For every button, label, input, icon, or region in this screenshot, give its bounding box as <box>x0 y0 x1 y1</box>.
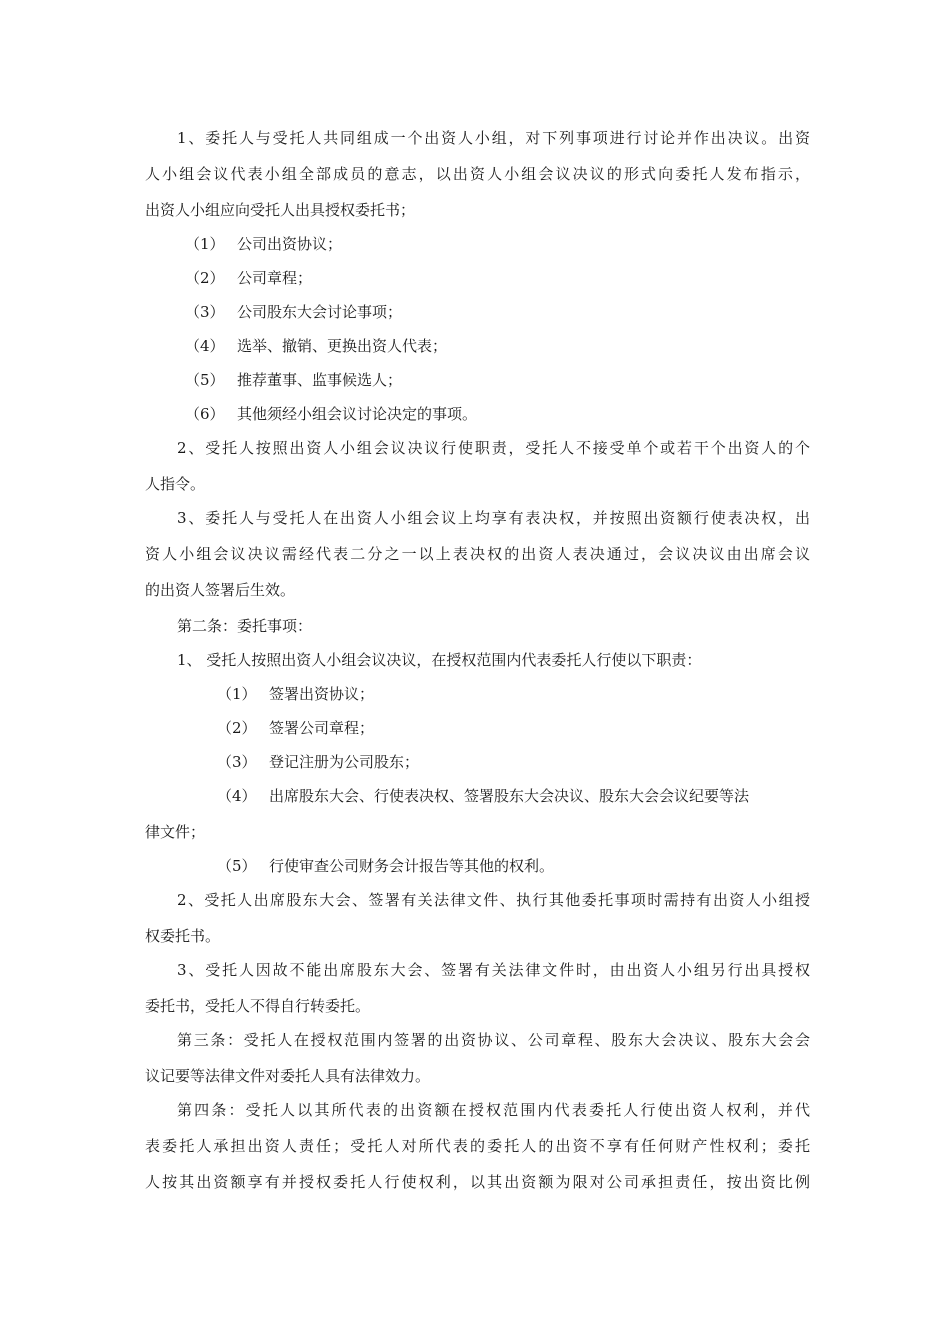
list-number: （3） <box>217 753 257 771</box>
list-number: （2） <box>185 269 225 287</box>
list-text: 公司股东大会讨论事项； <box>237 303 403 321</box>
list-item <box>185 234 342 254</box>
list-text: 推荐董事、监事候选人； <box>237 371 403 389</box>
list-item <box>217 718 374 738</box>
list-item <box>185 370 402 390</box>
list-number: （4） <box>185 337 225 355</box>
list-text: 行使审查公司财务会计报告等其他的权利。 <box>269 857 555 875</box>
paragraph-line: 议记要等法律文件对委托人具有法律效力。 <box>145 1067 431 1085</box>
list-item <box>217 786 749 806</box>
list-item <box>185 336 447 356</box>
paragraph-line: 1、委托人与受托人共同组成一个出资人小组，对下列事项进行讨论并作出决议。出资 <box>177 129 810 147</box>
paragraph-line: 表委托人承担出资人责任；受托人对所代表的委托人的出资不享有任何财产性权利；委托 <box>145 1137 810 1155</box>
list-item <box>217 752 419 772</box>
article-heading: 第二条：委托事项： <box>177 617 313 635</box>
list-item <box>217 684 374 704</box>
list-number: （4） <box>217 787 257 805</box>
list-number: （5） <box>185 371 225 389</box>
paragraph-line: 的出资人签署后生效。 <box>145 581 296 599</box>
list-text: 出席股东大会、行使表决权、签署股东大会决议、股东大会会议纪要等法 <box>269 787 750 805</box>
list-text: 其他须经小组会议讨论决定的事项。 <box>237 405 478 423</box>
list-text: 选举、撤销、更换出资人代表； <box>237 337 448 355</box>
list-text: 登记注册为公司股东； <box>269 753 420 771</box>
list-number: （5） <box>217 857 257 875</box>
paragraph-line: 人小组会议代表小组全部成员的意志，以出资人小组会议决议的形式向委托人发布指示， <box>145 165 810 183</box>
list-number: （2） <box>217 719 257 737</box>
paragraph-line: 3、委托人与受托人在出资人小组会议上均享有表决权，并按照出资额行使表决权，出 <box>177 509 810 527</box>
paragraph-line: 2、受托人按照出资人小组会议决议行使职责，受托人不接受单个或若干个出资人的个 <box>177 439 810 457</box>
list-item <box>185 302 402 322</box>
list-item <box>185 268 312 288</box>
paragraph-line: 2、受托人出席股东大会、签署有关法律文件、执行其他委托事项时需持有出资人小组授 <box>177 891 810 909</box>
paragraph-line: 权委托书。 <box>145 927 221 945</box>
list-number: （1） <box>217 685 257 703</box>
paragraph-line: 律文件； <box>145 823 206 841</box>
paragraph-line: 第四条：受托人以其所代表的出资额在授权范围内代表委托人行使出资人权利，并代 <box>177 1101 810 1119</box>
paragraph-line: 人指令。 <box>145 475 206 493</box>
list-item <box>217 856 554 876</box>
list-number: （3） <box>185 303 225 321</box>
paragraph-line: 委托书，受托人不得自行转委托。 <box>145 997 371 1015</box>
list-item <box>185 404 477 424</box>
list-text: 签署公司章程； <box>269 719 375 737</box>
paragraph-line: 出资人小组应向受托人出具授权委托书； <box>145 201 416 219</box>
paragraph-line: 第三条：受托人在授权范围内签署的出资协议、公司章程、股东大会决议、股东大会会 <box>177 1031 810 1049</box>
list-number: （1） <box>185 235 225 253</box>
paragraph-line: 1、 受托人按照出资人小组会议决议，在授权范围内代表委托人行使以下职责： <box>177 651 702 669</box>
list-number: （6） <box>185 405 225 423</box>
list-text: 签署出资协议； <box>269 685 375 703</box>
paragraph-line: 资人小组会议决议需经代表二分之一以上表决权的出资人表决通过，会议决议由出席会议 <box>145 545 810 563</box>
list-text: 公司出资协议； <box>237 235 343 253</box>
paragraph-line: 3、受托人因故不能出席股东大会、签署有关法律文件时，由出资人小组另行出具授权 <box>177 961 810 979</box>
list-text: 公司章程； <box>237 269 313 287</box>
paragraph-line: 人按其出资额享有并授权委托人行使权利，以其出资额为限对公司承担责任，按出资比例 <box>145 1173 810 1191</box>
